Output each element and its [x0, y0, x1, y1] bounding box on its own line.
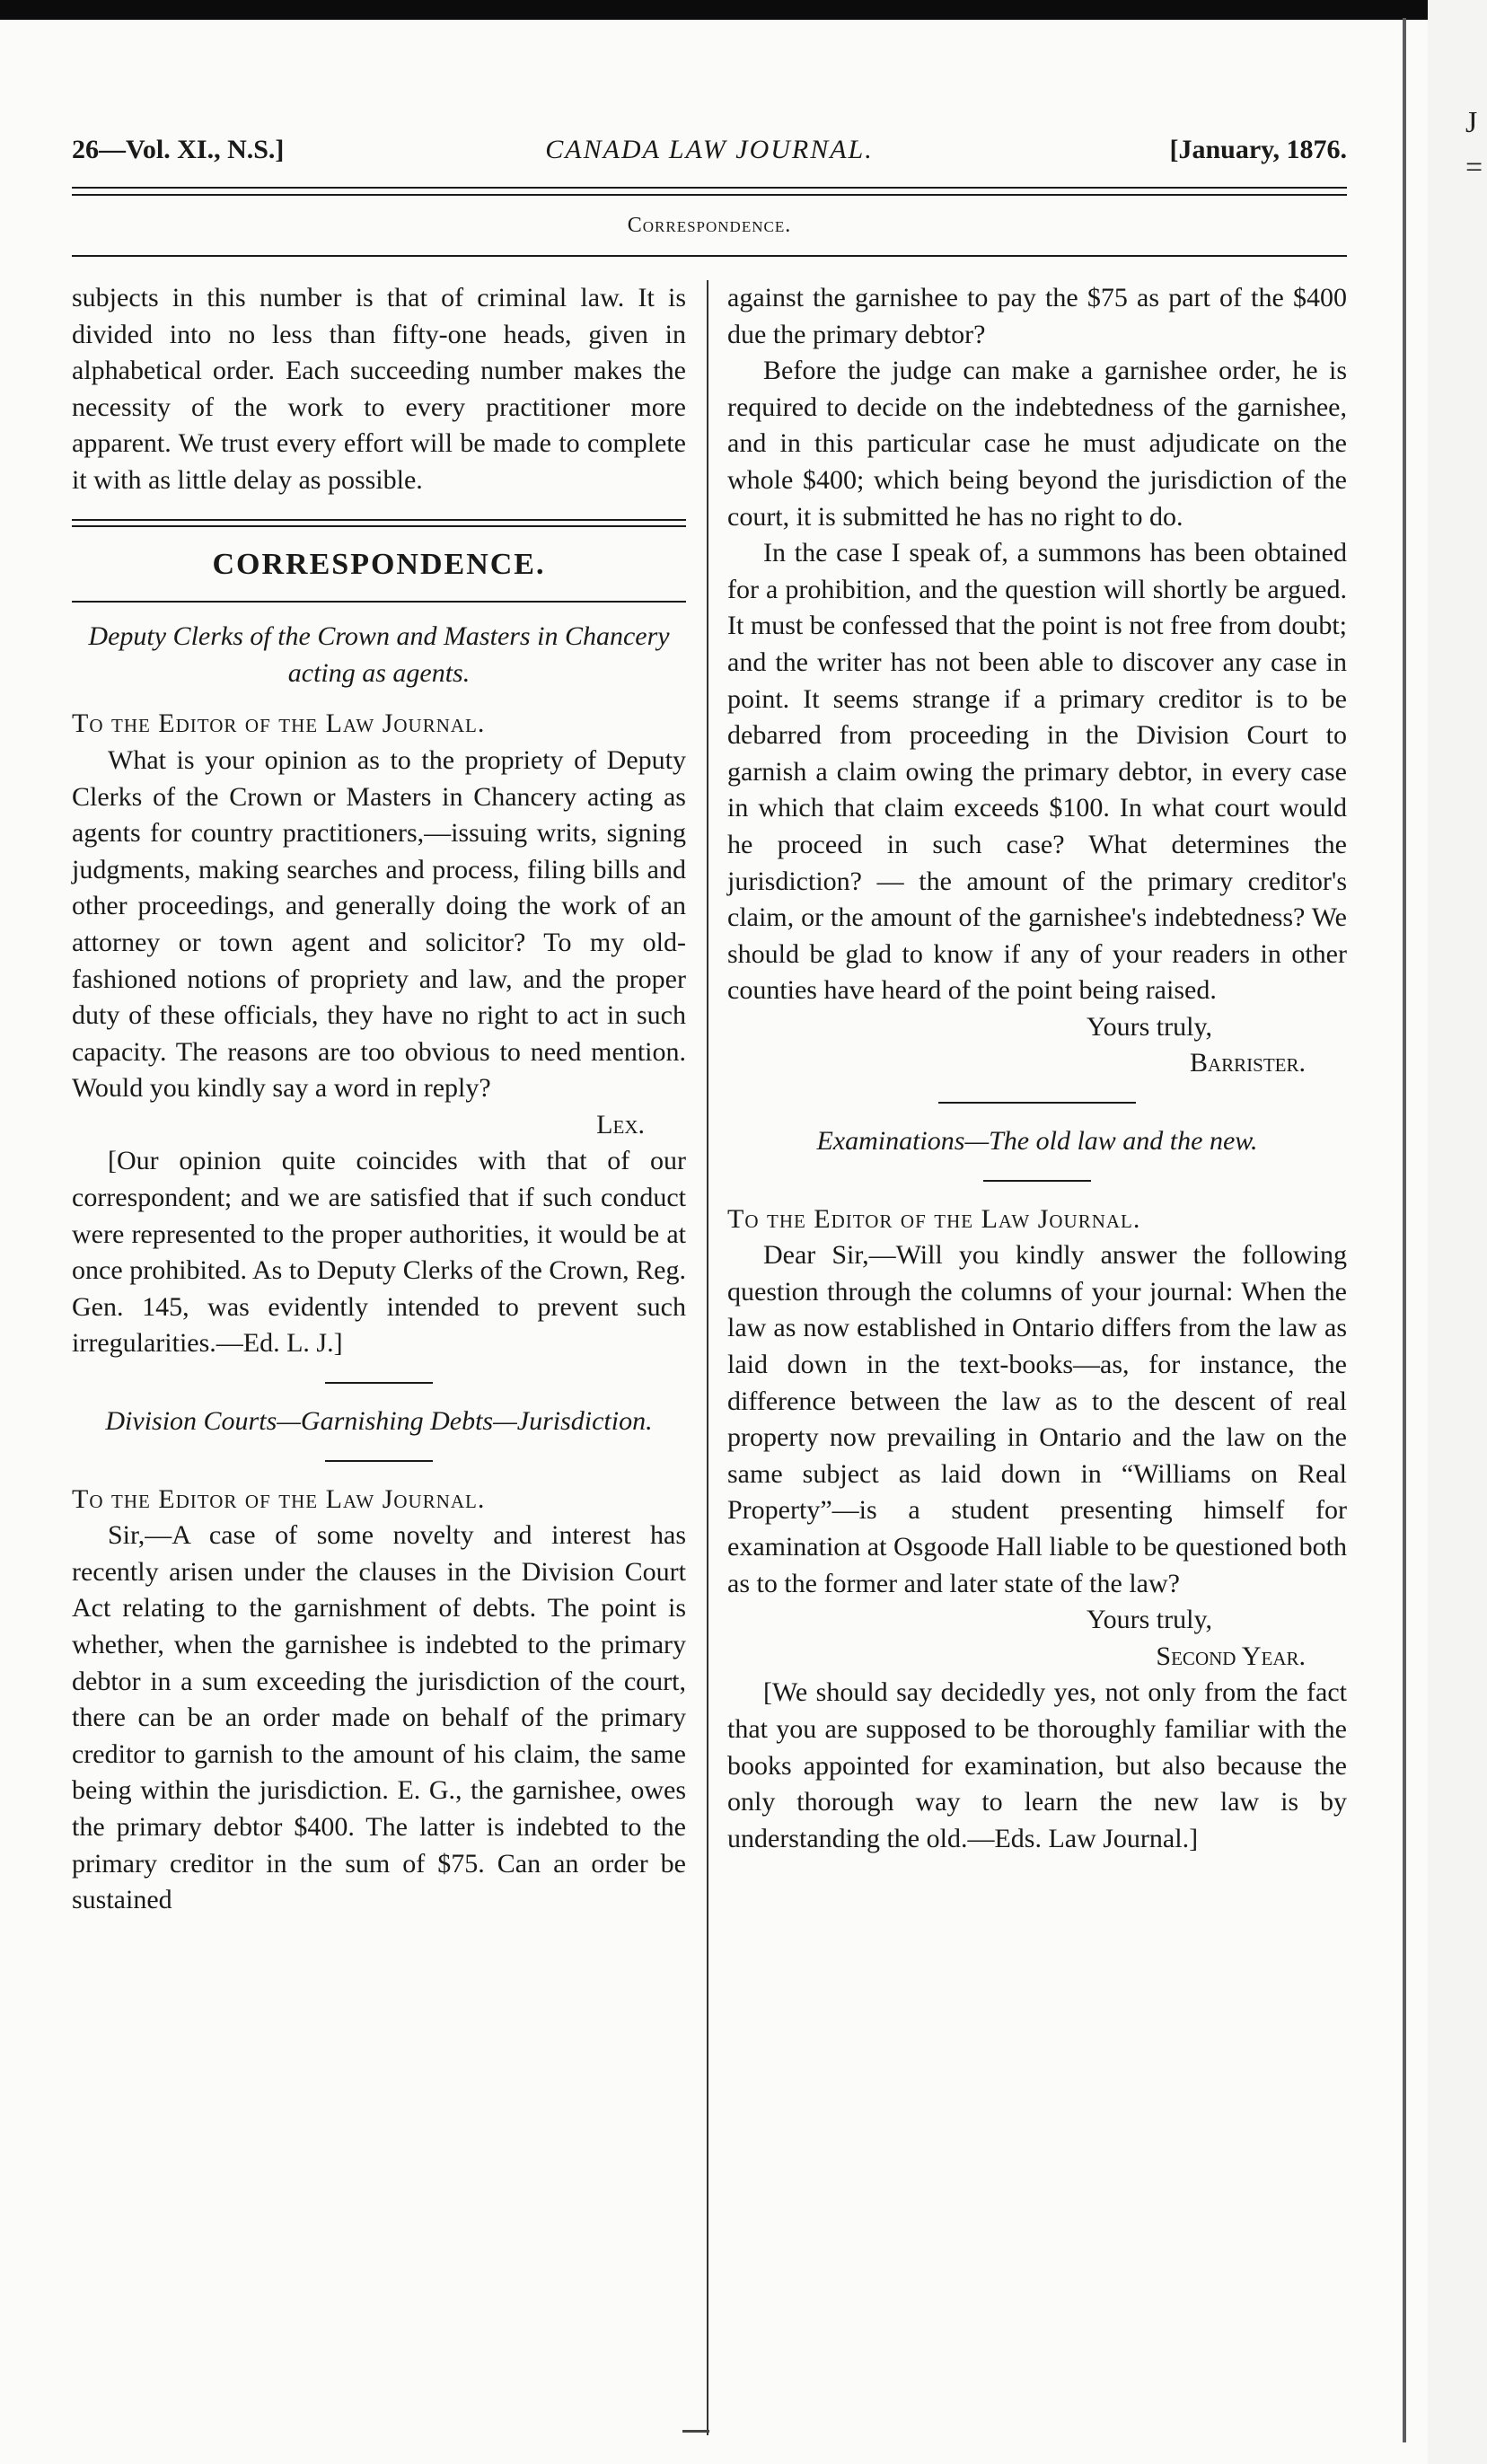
margin-fragment-1: J	[1465, 106, 1478, 139]
section-label: Correspondence.	[627, 214, 792, 237]
letter2-continued-p1: against the garnishee to pay the $75 as part of the $400 due the primary debtor?	[727, 283, 1347, 349]
double-rule	[72, 519, 686, 527]
letter3-editor-reply: [We should say decidedly yes, not only from the fact that you are supposed to be thoroughly familiar with the books appointed for examination, but also because the only thorough way to learn the new law is by understanding the old.—Eds. Law Journal.]	[727, 1677, 1347, 1853]
running-header	[72, 135, 1347, 174]
letter2-continued-p2: Before the judge can make a garnishee order, he is required to decide on the indebtedness of the garnishee, and in this particular case he must adjudicate on the whole $400; which being beyond the jurisdiction of the court, it is submitted he has no right to do.	[727, 356, 1347, 532]
letter2-salutation: To the Editor of the Law Journal.	[72, 1483, 486, 1514]
letter1-title: Deputy Clerks of the Crown and Masters in Chancery acting as agents.	[88, 621, 670, 688]
letter1-editor-reply: [Our opinion quite coincides with that of our correspondent; and we are satisfied that if such conduct were represented to the proper authorities, it would be at once prohibited. As to Deputy Clerks of the Crown, Reg. Gen. 145, was evidently intended to prevent such irregularities.—Ed. L. J.]	[72, 1146, 686, 1359]
header-volume: 26—Vol. XI., N.S.]	[72, 135, 285, 164]
letter2-title: Division Courts—Garnishing Debts—Jurisdiction.	[105, 1406, 653, 1437]
letter2-continued-p3: In the case I speak of, a summons has been obtained for a prohibition, and the question will shortly be argued. It must be confessed that the point is not free from doubt; and the writer has not been able to discover any case in point. It seems strange if a primary creditor is to be debarred from proceeding in the Division Court to garnish a claim owing the primary debtor, in every case in which that claim exceeds $100. In what court would he proceed in such case? What determines the jurisdiction? — the amount of the primary creditor's claim, or the amount of the garnishee's indebtedness? We should be glad to know if any of your readers in other counties have heard of the point being raised.	[727, 538, 1347, 1006]
letter2-closing: Yours truly,	[1086, 1011, 1212, 1042]
letter1-body: What is your opinion as to the propriety of Deputy Clerks of the Crown or Masters in Chancery acting as agents for country practitioners,—issuing writs, signing judgments, making searches and process, filing bills and other proceedings, and generally doing the work of an attorney or town agent and solicitor? To my old-fashioned notions of propriety and law, and the proper duty of these officials, they have no right to act in such capacity. The reasons are too obvious to need mention. Would you kindly say a word in reply?	[72, 744, 686, 1104]
heading-rule	[72, 601, 686, 603]
letter3-signature: Second Year.	[1156, 1641, 1306, 1671]
page-edge-shadow	[1403, 18, 1406, 2442]
page-foot-mark	[682, 2430, 709, 2433]
left-column	[72, 280, 686, 1919]
letter3-salutation: To the Editor of the Law Journal.	[727, 1203, 1141, 1234]
separator-rule	[325, 1382, 433, 1384]
scan-top-band	[0, 0, 1428, 20]
letter1-signature: Lex.	[596, 1109, 645, 1140]
separator-rule	[938, 1102, 1136, 1104]
section-rule	[72, 255, 1347, 257]
header-journal-title: CANADA LAW JOURNAL.	[545, 135, 874, 164]
column-divider	[707, 280, 708, 2435]
letter1-salutation: To the Editor of the Law Journal.	[72, 708, 486, 739]
title-rule	[983, 1180, 1091, 1182]
right-column	[727, 280, 1347, 1857]
letter2-body: Sir,—A case of some novelty and interest has recently arisen under the clauses in the Division Court Act relating to the garnishment of debts. The point is whether, when the garnishee is indebted to the primary debtor in a sum exceeding the jurisdiction of the court, there can be an order made on behalf of the primary creditor to garnish to the amount of his claim, the same being within the jurisdiction. E. G., the garnishee, owes the primary debtor $400. The latter is indebted to the primary creditor in the sum of $75. Can an order be sustained	[72, 1520, 686, 1915]
correspondence-heading: CORRESPONDENCE.	[212, 547, 546, 581]
intro-paragraph: subjects in this number is that of criminal law. It is divided into no less than fifty-one heads, given in alphabetical order. Each succeeding number makes the necessity of the work to every practitioner more apparent. We trust every effort will be made to complete it with as little delay as possible.	[72, 283, 686, 495]
adjacent-page-edge	[1428, 0, 1487, 2464]
letter3-body: Dear Sir,—Will you kindly answer the following question through the columns of your journal: When the law as now established in Ontario differs from the law as laid down in the text-books—as, for instance, the difference between the law as to the descent of real property now prevailing in Ontario and the law on the same subject as laid down in “Williams on Real Property”—is a student presenting himself for examination at Osgoode Hall liable to be questioned both as to the former and later state of the law?	[727, 1240, 1347, 1598]
header-rule-bottom	[72, 194, 1347, 196]
letter2-signature: Barrister.	[1189, 1048, 1306, 1078]
margin-fragment-2: =	[1465, 151, 1483, 184]
header-date: [January, 1876.	[1169, 135, 1347, 164]
letter3-title: Examinations—The old law and the new.	[816, 1126, 1258, 1157]
title-rule	[325, 1460, 433, 1462]
letter3-closing: Yours truly,	[1086, 1605, 1212, 1635]
header-rule-top	[72, 187, 1347, 189]
